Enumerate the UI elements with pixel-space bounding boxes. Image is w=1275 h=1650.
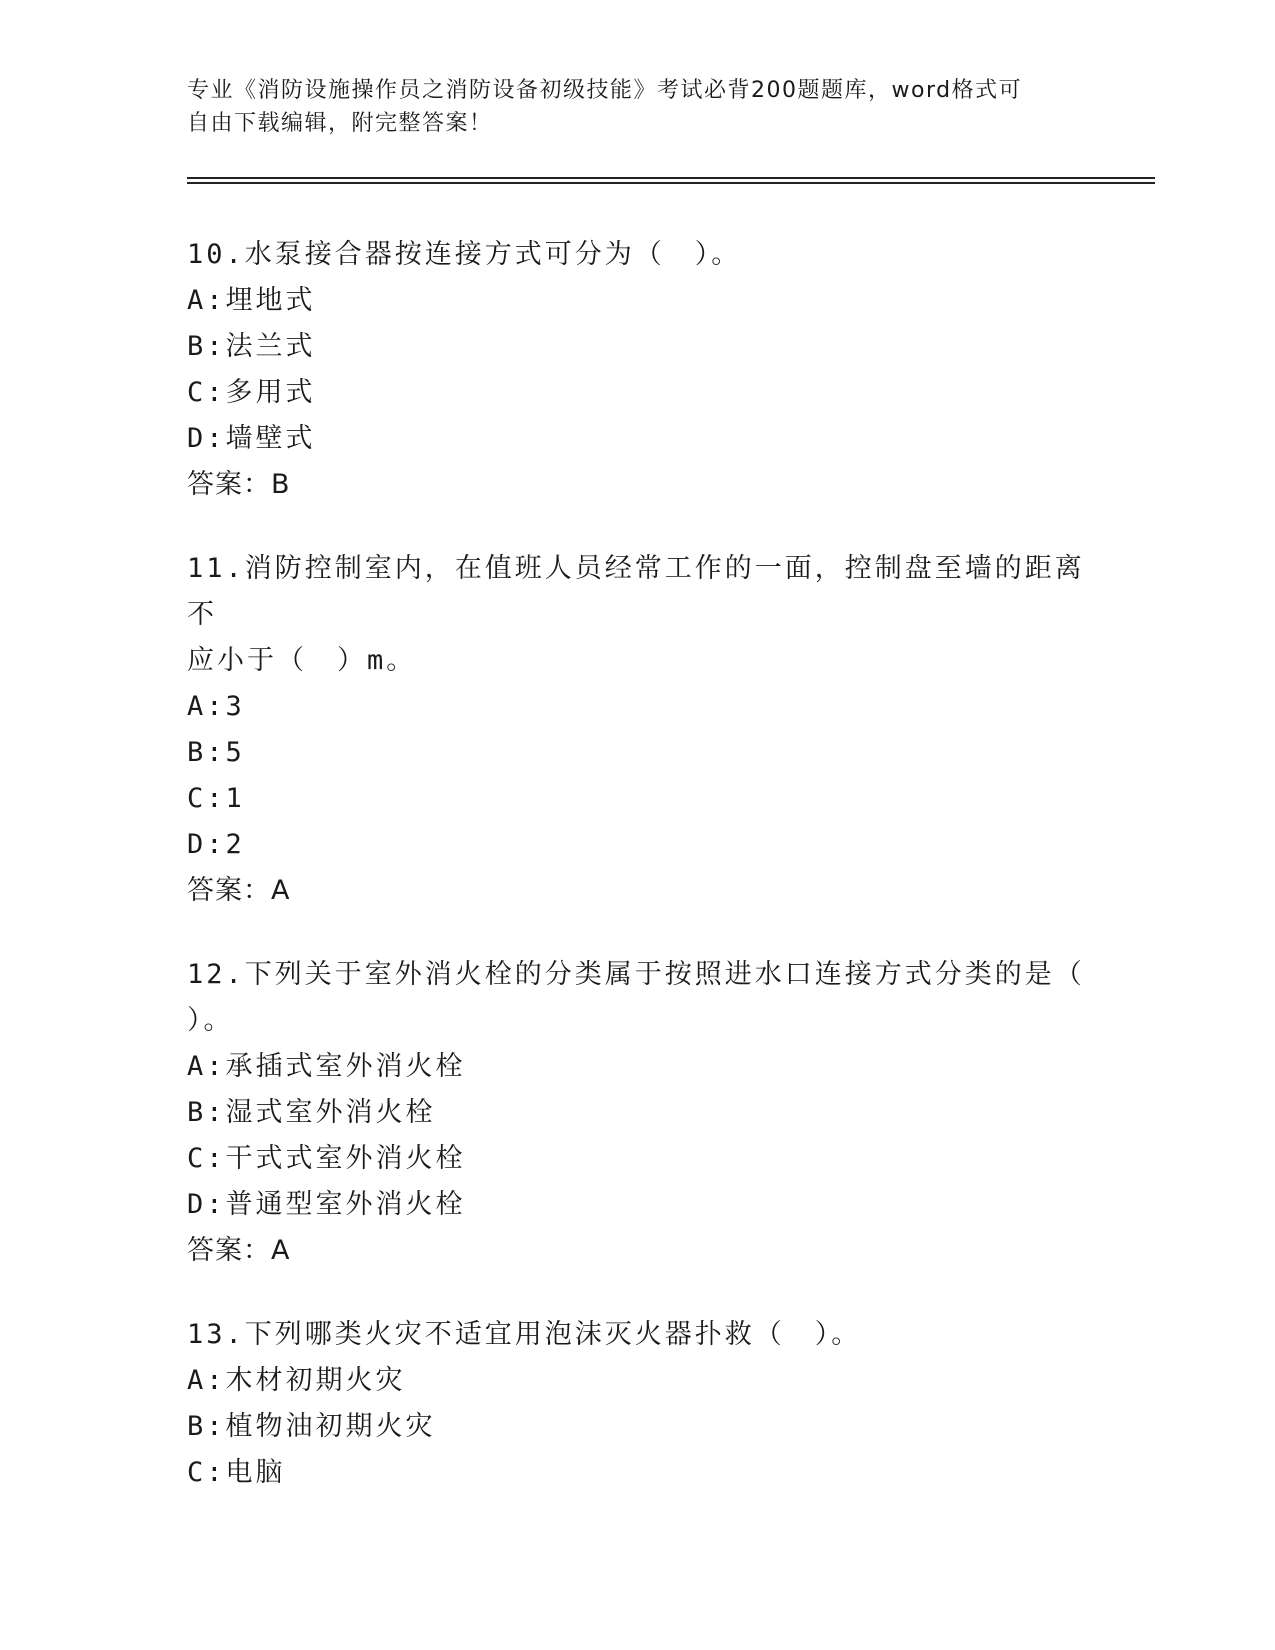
option-b: B:5 xyxy=(187,737,245,768)
question-text: 13.下列哪类火灾不适宜用泡沫灭火器扑救（ ）。 xyxy=(187,1319,862,1350)
option-d: D:普通型室外消火栓 xyxy=(187,1189,466,1220)
option-c: C:干式式室外消火栓 xyxy=(187,1143,466,1174)
question-13 xyxy=(187,1312,1087,1496)
option-c: C:1 xyxy=(187,783,245,814)
option-a: A:木材初期火灾 xyxy=(187,1365,406,1396)
question-text-line-2: ）。 xyxy=(187,1005,234,1036)
answer-text: 答案：A xyxy=(187,1235,291,1266)
question-text-line-1: 12.下列关于室外消火栓的分类属于按照进水口连接方式分类的是（ xyxy=(187,959,1085,990)
answer-text: 答案：A xyxy=(187,875,291,906)
question-11 xyxy=(187,546,1087,914)
option-b: B:法兰式 xyxy=(187,331,316,362)
option-c: C:多用式 xyxy=(187,377,316,408)
answer-text: 答案：B xyxy=(187,469,291,500)
header-divider-top xyxy=(187,177,1155,179)
question-12 xyxy=(187,952,1087,1274)
question-10 xyxy=(187,232,1087,508)
option-d: D:墙壁式 xyxy=(187,423,316,454)
document-header xyxy=(187,74,1067,140)
option-b: B:湿式室外消火栓 xyxy=(187,1097,436,1128)
option-c: C:电脑 xyxy=(187,1457,286,1488)
question-text: 10.水泵接合器按连接方式可分为（ ）。 xyxy=(187,239,742,270)
header-divider-bottom xyxy=(187,182,1155,184)
header-line-2: 自由下载编辑，附完整答案！ xyxy=(187,111,493,136)
question-text-line-1: 11.消防控制室内，在值班人员经常工作的一面，控制盘至墙的距离不 xyxy=(187,553,1085,630)
option-b: B:植物油初期火灾 xyxy=(187,1411,436,1442)
option-a: A:3 xyxy=(187,691,245,722)
header-line-1: 专业《消防设施操作员之消防设备初级技能》考试必背200题题库，word格式可 xyxy=(187,78,1023,103)
option-a: A:承插式室外消火栓 xyxy=(187,1051,466,1082)
option-d: D:2 xyxy=(187,829,245,860)
option-a: A:埋地式 xyxy=(187,285,316,316)
question-list xyxy=(187,232,1087,1534)
question-text-line-2: 应小于（ ）m。 xyxy=(187,645,417,676)
